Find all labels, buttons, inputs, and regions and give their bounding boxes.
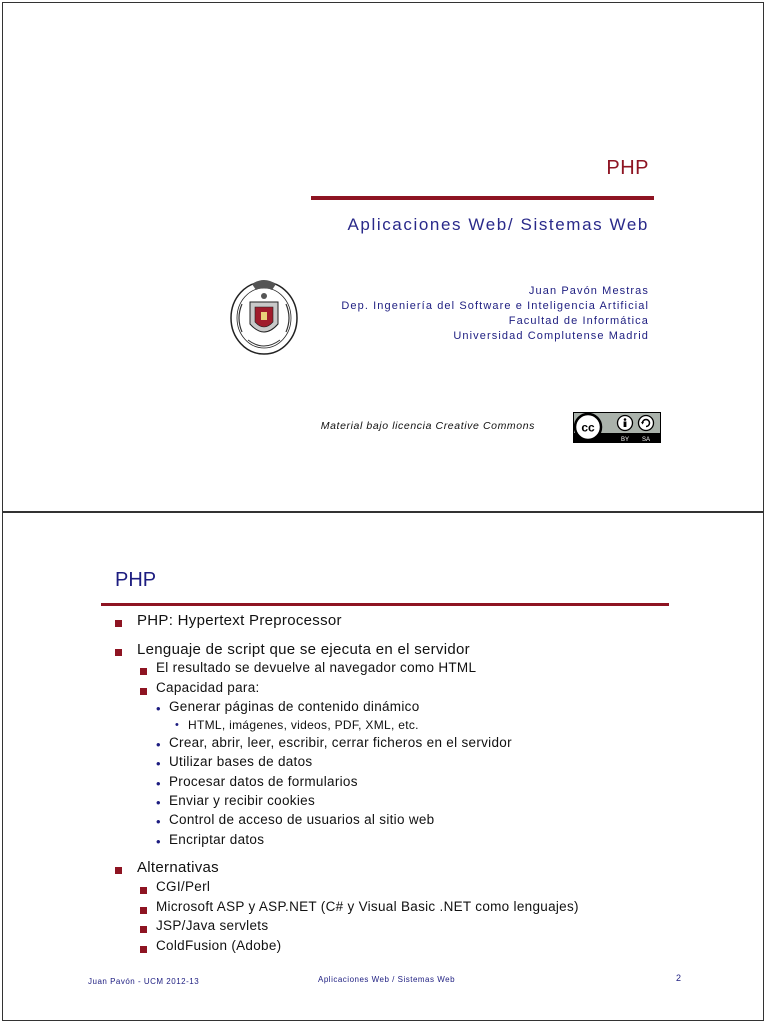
title-rule — [101, 603, 669, 606]
bullet-item: Microsoft ASP y ASP.NET (C# y Visual Basic .NET como lenguajes) — [156, 899, 579, 914]
sa-label: SA — [641, 437, 651, 443]
bullet-item: HTML, imágenes, videos, PDF, XML, etc. — [188, 718, 419, 732]
bullet-dot-icon: • — [175, 719, 179, 731]
creative-commons-badge-icon — [573, 412, 661, 443]
bullet-square-icon — [140, 668, 147, 675]
slide-title: PHP — [606, 157, 649, 179]
bullet-item: CGI/Perl — [156, 879, 211, 894]
bullet-dot-icon: • — [156, 737, 161, 752]
cc-mark: cc — [581, 420, 595, 435]
bullet-square-icon — [140, 688, 147, 695]
bullet-square-icon — [140, 926, 147, 933]
bullet-item: JSP/Java servlets — [156, 918, 269, 933]
author-department: Dep. Ingeniería del Software e Inteligencia Artificial — [341, 300, 649, 312]
bullet-dot-icon: • — [156, 776, 161, 791]
bullet-dot-icon: • — [156, 701, 161, 716]
bullet-item: Control de acceso de usuarios al sitio web — [169, 812, 435, 827]
bullet-square-icon — [115, 867, 122, 874]
slide-title: PHP — [115, 569, 157, 591]
author-faculty: Facultad de Informática — [508, 315, 649, 327]
author-university: Universidad Complutense Madrid — [453, 330, 649, 342]
bullet-square-icon — [140, 887, 147, 894]
bullet-item: PHP: Hypertext Preprocessor — [137, 612, 342, 629]
slide-subtitle: Aplicaciones Web/ Sistemas Web — [347, 215, 649, 234]
author-block — [341, 284, 649, 344]
bullet-item: Crear, abrir, leer, escribir, cerrar ficheros en el servidor — [169, 735, 512, 750]
ucm-seal-logo — [228, 274, 300, 358]
bullet-item: Alternativas — [137, 859, 219, 876]
bullet-dot-icon: • — [156, 795, 161, 810]
content-slide — [2, 512, 764, 1021]
bullet-item: Procesar datos de formularios — [169, 774, 358, 789]
bullet-item: Capacidad para: — [156, 680, 260, 695]
license-text: Material bajo licencia Creative Commons — [320, 420, 535, 432]
bullet-item: Enviar y recibir cookies — [169, 793, 315, 808]
bullet-square-icon — [140, 907, 147, 914]
bullet-square-icon — [115, 620, 122, 627]
title-rule — [311, 196, 654, 200]
bullet-dot-icon: • — [156, 756, 161, 771]
bullet-item: Utilizar bases de datos — [169, 754, 313, 769]
footer-course: Aplicaciones Web / Sistemas Web — [318, 975, 456, 984]
bullet-item: Encriptar datos — [169, 832, 265, 847]
bullet-item: El resultado se devuelve al navegador como HTML — [156, 660, 477, 675]
bullet-dot-icon: • — [156, 814, 161, 829]
author-name: Juan Pavón Mestras — [528, 285, 649, 297]
page-number: 2 — [676, 973, 682, 983]
bullet-square-icon — [115, 649, 122, 656]
title-slide — [2, 2, 764, 512]
bullet-item: Generar páginas de contenido dinámico — [169, 699, 420, 714]
bullet-item: Lenguaje de script que se ejecuta en el servidor — [137, 641, 470, 658]
bullet-item: ColdFusion (Adobe) — [156, 938, 282, 953]
bullet-square-icon — [140, 946, 147, 953]
footer-author: Juan Pavón - UCM 2012-13 — [88, 977, 200, 986]
by-label: BY — [620, 437, 630, 443]
bullet-dot-icon: • — [156, 834, 161, 849]
